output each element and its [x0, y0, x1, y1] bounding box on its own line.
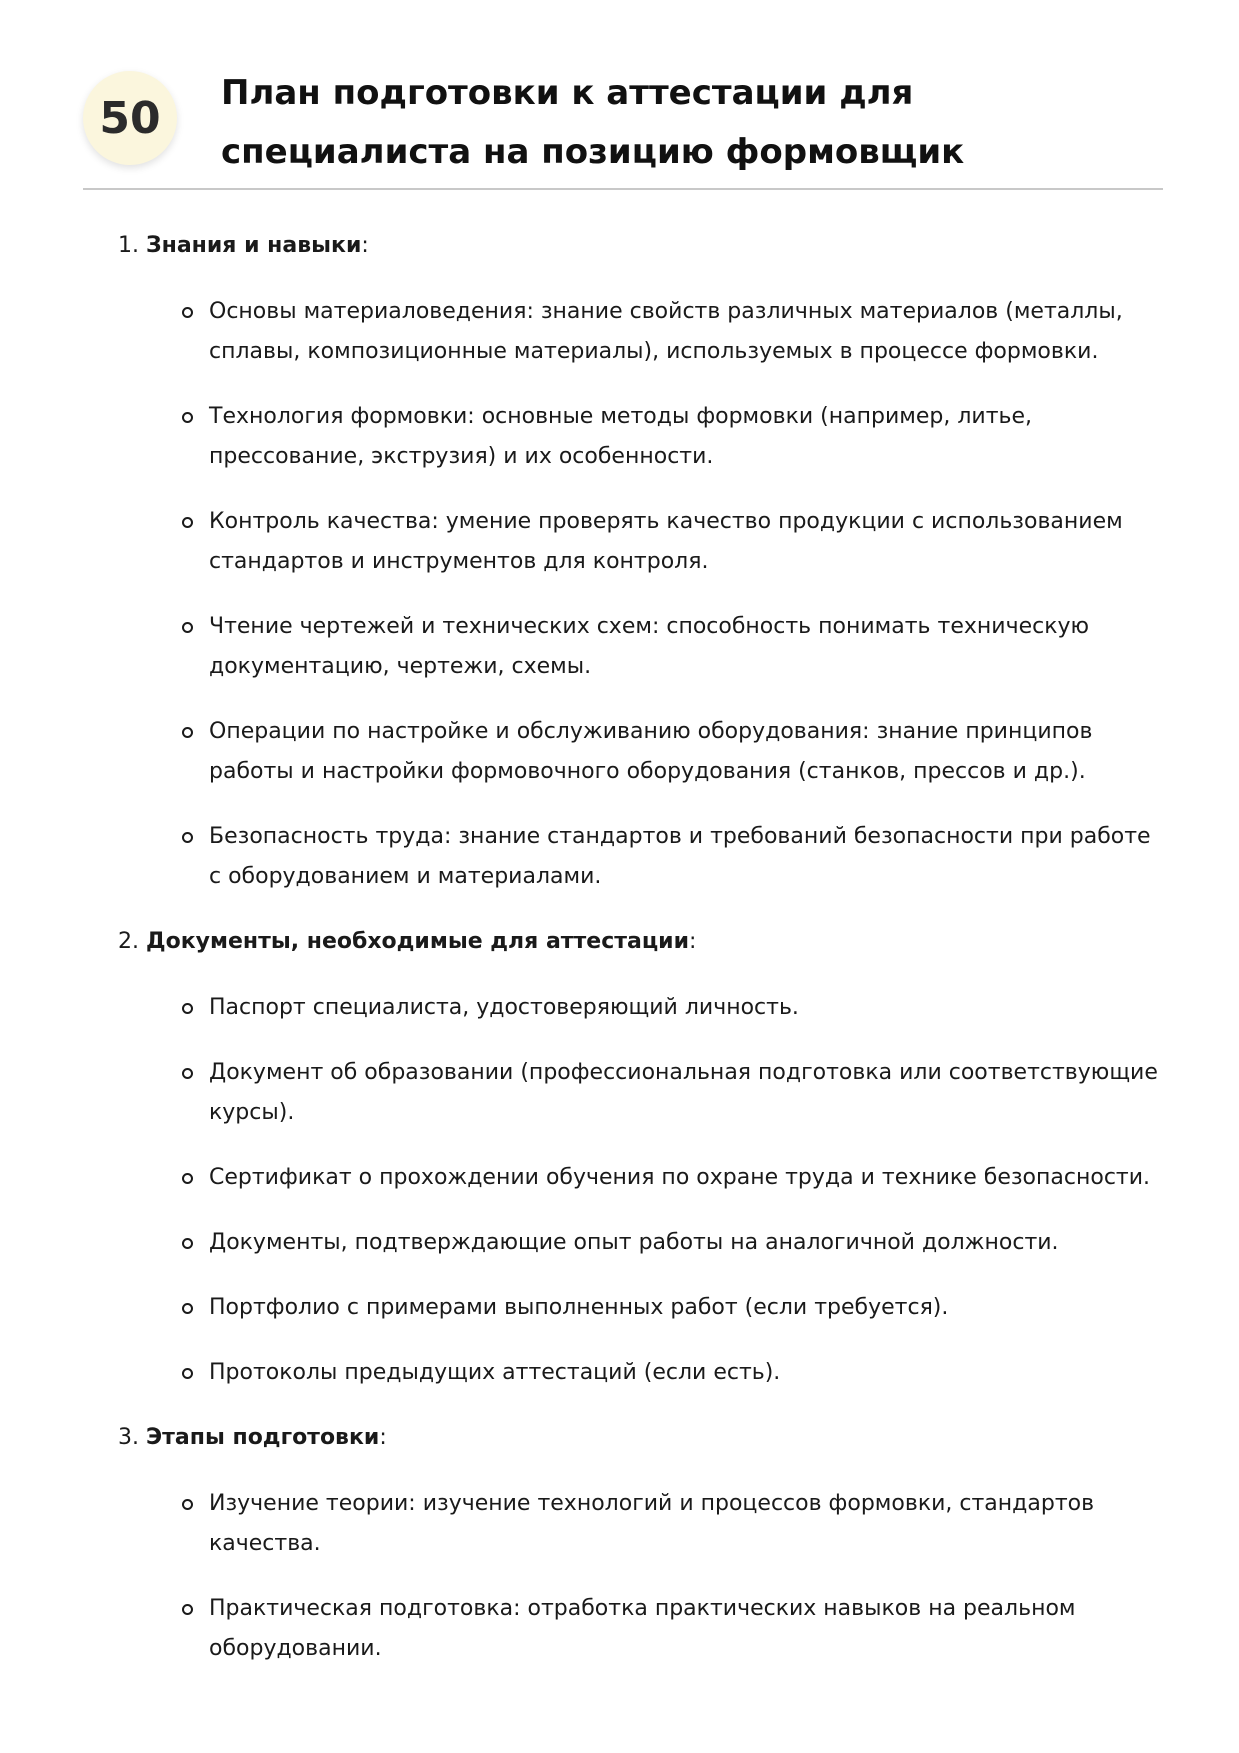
list-item [118, 1288, 1169, 1328]
list-item-text: Чтение чертежей и технических схем: способность понимать техническую документацию, чертежи, схемы. [209, 614, 1090, 679]
list-item-text: Основы материаловедения: знание свойств различных материалов (металлы, сплавы, композиционные материалы), используемых в процессе формовки. [209, 299, 1123, 364]
circle-bullet-icon [182, 1604, 193, 1615]
section-heading [118, 226, 1168, 266]
list-item-text: Документ об образовании (профессиональная подготовка или соответствующие курсы). [209, 1060, 1158, 1125]
list-item-text: Паспорт специалиста, удостоверяющий личность. [209, 995, 799, 1020]
list-item [118, 292, 1169, 372]
section-title: Этапы подготовки [146, 1425, 380, 1450]
list-item-text: Протоколы предыдущих аттестаций (если есть). [209, 1360, 781, 1385]
circle-bullet-icon [182, 1368, 193, 1379]
list-item-text: Практическая подготовка: отработка практических навыков на реальном оборудовании. [209, 1596, 1076, 1661]
circle-bullet-icon [182, 1303, 193, 1314]
circle-bullet-icon [182, 1238, 193, 1249]
list-item [118, 988, 1169, 1028]
section-heading [118, 1418, 1168, 1458]
page-header [83, 60, 1163, 190]
circle-bullet-icon [182, 832, 193, 843]
section-number: 1. [118, 233, 139, 258]
circle-bullet-icon [182, 1499, 193, 1510]
circle-bullet-icon [182, 307, 193, 318]
circle-bullet-icon [182, 1068, 193, 1079]
list-item [118, 502, 1169, 582]
section-title: Знания и навыки [146, 233, 362, 258]
circle-bullet-icon [182, 517, 193, 528]
section-preparation-stages [118, 1418, 1168, 1669]
list-item-text: Операции по настройке и обслуживанию оборудования: знание принципов работы и настройки формовочного оборудования (станков, прессов и др.). [209, 719, 1093, 784]
section-heading [118, 922, 1168, 962]
list-item-text: Безопасность труда: знание стандартов и требований безопасности при работе с оборудованием и материалами. [209, 824, 1151, 889]
list-item-text: Контроль качества: умение проверять качество продукции с использованием стандартов и инструментов для контроля. [209, 509, 1123, 574]
list-item [118, 397, 1169, 477]
section-list [118, 988, 1168, 1393]
list-item-text: Технология формовки: основные методы формовки (например, литье, прессование, экструзия) и их особенности. [209, 404, 1033, 469]
list-item-text: Сертификат о прохождении обучения по охране труда и технике безопасности. [209, 1165, 1151, 1190]
list-item [118, 607, 1169, 687]
list-item-text: Документы, подтверждающие опыт работы на аналогичной должности. [209, 1230, 1059, 1255]
list-item [118, 1484, 1169, 1564]
circle-bullet-icon [182, 1003, 193, 1014]
section-number: 3. [118, 1425, 139, 1450]
section-list [118, 1484, 1168, 1669]
section-colon: : [379, 1425, 387, 1450]
list-item [118, 1223, 1169, 1263]
list-item-text: Портфолио с примерами выполненных работ (если требуется). [209, 1295, 949, 1320]
list-item [118, 1053, 1169, 1133]
section-knowledge-skills [118, 226, 1168, 897]
section-documents [118, 922, 1168, 1393]
list-item [118, 1589, 1169, 1669]
document-body [118, 226, 1168, 1694]
section-colon: : [361, 233, 369, 258]
circle-bullet-icon [182, 412, 193, 423]
list-item [118, 1158, 1169, 1198]
circle-bullet-icon [182, 1173, 193, 1184]
circle-bullet-icon [182, 727, 193, 738]
list-item [118, 712, 1169, 792]
list-item [118, 817, 1169, 897]
page-title: План подготовки к аттестации для специалиста на позицию формовщик [221, 73, 965, 172]
section-colon: : [689, 929, 697, 954]
section-list [118, 292, 1168, 897]
section-title: Документы, необходимые для аттестации [146, 929, 689, 954]
section-number: 2. [118, 929, 139, 954]
list-item [118, 1353, 1169, 1393]
page-number-badge: 50 [83, 71, 177, 165]
circle-bullet-icon [182, 622, 193, 633]
list-item-text: Изучение теории: изучение технологий и процессов формовки, стандартов качества. [209, 1491, 1095, 1556]
